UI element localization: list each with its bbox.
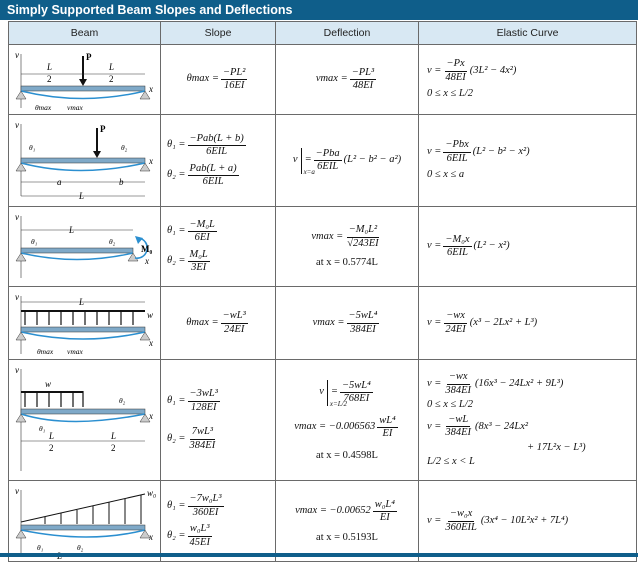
svg-text:θ₂: θ₂: [119, 396, 126, 405]
table-row: v L w x θmax vmax θmax = $\frac{\text{−wL³}}{24EI}$ vmax = $\frac{\text{−5wL⁴}}{384EI}$ v = $\frac{-wx}{24EI}$ (x³ − 2Lx² + L³): [9, 287, 637, 360]
svg-text:x: x: [145, 255, 149, 266]
beam-bar: [21, 86, 145, 91]
table-title: Simply Supported Beam Slopes and Deflections: [0, 0, 638, 20]
svg-text:θ₁: θ₁: [31, 236, 38, 246]
svg-text:x: x: [149, 531, 153, 542]
beam-diagram-uniform-load: [9, 287, 161, 360]
svg-text:x: x: [149, 83, 153, 94]
svg-text:v: v: [15, 119, 19, 130]
svg-text:v: v: [15, 211, 19, 222]
beam-table: [8, 21, 637, 562]
v-axis-label: v: [15, 49, 19, 60]
svg-text:L: L: [69, 224, 75, 235]
svg-text:θ₁: θ₁: [39, 424, 46, 433]
svg-text:θ₂: θ₂: [77, 542, 84, 552]
svg-text:2: 2: [49, 443, 54, 453]
svg-text:w: w: [147, 309, 154, 320]
svg-text:v: v: [15, 291, 19, 302]
svg-text:x: x: [149, 155, 153, 166]
svg-text:θ₁: θ₁: [37, 542, 44, 552]
svg-text:θmax: θmax: [35, 102, 52, 112]
svg-text:L: L: [111, 431, 117, 441]
svg-text:x: x: [149, 337, 153, 348]
table-row: v w₀ x θ₁ θ₂ θ₁ = $\frac{\text{−7w₀L³}}{360EI}$ θ₂ = $\frac{\text{w₀L³}}{45EI}$ vmax = −0.00652 $\frac{\text{w₀L⁴}}{EI}$ at x = 0.5193L v = $\frac{\text{−w₀x}}{\text{360EIL}}$ (3x⁴ − 10L²x² + 7L⁴): [9, 481, 637, 562]
load-P-label: P: [86, 51, 92, 62]
svg-text:2: 2: [111, 443, 116, 453]
svg-text:L: L: [109, 61, 115, 72]
svg-text:v: v: [15, 365, 19, 375]
table-row: v w θ₂ θ₁ x L 2 L 2 θ₁ = $\frac{\text{−3wL³}}{128EI}$ θ₂ = $\frac{\text{7wL³}}{384EI}$ v x=L/2 = $\frac{\text{−5wL⁴}}{768EI}$ vmax = −0.006563 $\frac{\text{wL⁴}}{EI}$ at x = 0.4598L v = $\frac{-wx}{384EI}$ (16x³ − 24Lx² + 9L³) 0 ≤ x ≤ L/2 v = $\frac{-wL}{384EI}$ (8x³ − 24Lx² + 17L²x − L³) L/2 ≤ x < L: [9, 360, 637, 481]
svg-text:L: L: [79, 296, 85, 307]
bottom-rule: [0, 553, 638, 557]
svg-text:M₀: M₀: [141, 243, 153, 254]
svg-text:b: b: [119, 176, 124, 187]
svg-text:a: a: [57, 176, 62, 187]
svg-text:vmax: vmax: [67, 346, 83, 356]
table-row: v P θ₁ θ₂ x a b L θ₁ = $\frac{\text{−Pab(L + b)}}{\text{6EIL}}$ θ₂ = $\frac{\text{Pab(L + a)}}{\text{6EIL}}$ v x=a = $\frac{\text{−Pba}}{\text{6EIL}}$ (L² − b² − a²) v = $\frac{\text{−Pbx}}{\text{6EIL}}$ (L² − b² − x²) 0 ≤ x ≤ a: [9, 115, 637, 207]
svg-text:w: w: [45, 379, 52, 389]
beam-diagram-point-load-center: [9, 45, 161, 115]
beam-diagram-point-load-offset: [9, 115, 161, 207]
beam-diagram-triangular-load: [9, 481, 161, 562]
header-beam: Beam: [9, 22, 161, 45]
svg-text:w₀: w₀: [147, 487, 157, 498]
svg-text:θ₁: θ₁: [29, 142, 36, 152]
beam-diagram-end-moment: [9, 207, 161, 287]
beam-diagram-half-uniform-load: [9, 360, 161, 481]
svg-text:2: 2: [47, 73, 52, 84]
svg-text:L: L: [49, 431, 55, 441]
deflected-curve: [21, 91, 145, 99]
svg-text:P: P: [100, 123, 106, 134]
svg-text:θ₂: θ₂: [109, 236, 116, 246]
svg-text:v: v: [15, 485, 19, 496]
svg-text:θmax: θmax: [37, 346, 54, 356]
table-row: v P L 2 L 2 x θmax vmax θmax = $\frac{\text{−PL²}}{16EI}$ vmax = $\frac{\text{−PL³}}{48EI}$ v = $\frac{-Px}{48EI}$ (3L² − 4x²) 0 ≤ x ≤ L/2: [9, 45, 637, 115]
header-slope: Slope: [161, 22, 276, 45]
svg-text:vmax: vmax: [67, 102, 83, 112]
svg-text:L: L: [79, 190, 85, 201]
table-row: v L M₀ θ₁ θ₂ x θ₁ = $\frac{\text{−M₀L}}{6EI}$ θ₂ = $\frac{\text{M₀L}}{3EI}$ vmax = $\frac{\text{−M₀L²}}{√243EI}$ at x = 0.5774L v = $\frac{\text{−M₀x}}{\text{6EIL}}$ (L² − x²): [9, 207, 637, 287]
dim-L-label: L: [47, 61, 53, 72]
header-elastic-curve: Elastic Curve: [419, 22, 637, 45]
svg-text:θ₂: θ₂: [121, 142, 128, 152]
header-deflection: Deflection: [276, 22, 419, 45]
svg-text:2: 2: [109, 73, 114, 84]
svg-text:x: x: [149, 411, 153, 421]
